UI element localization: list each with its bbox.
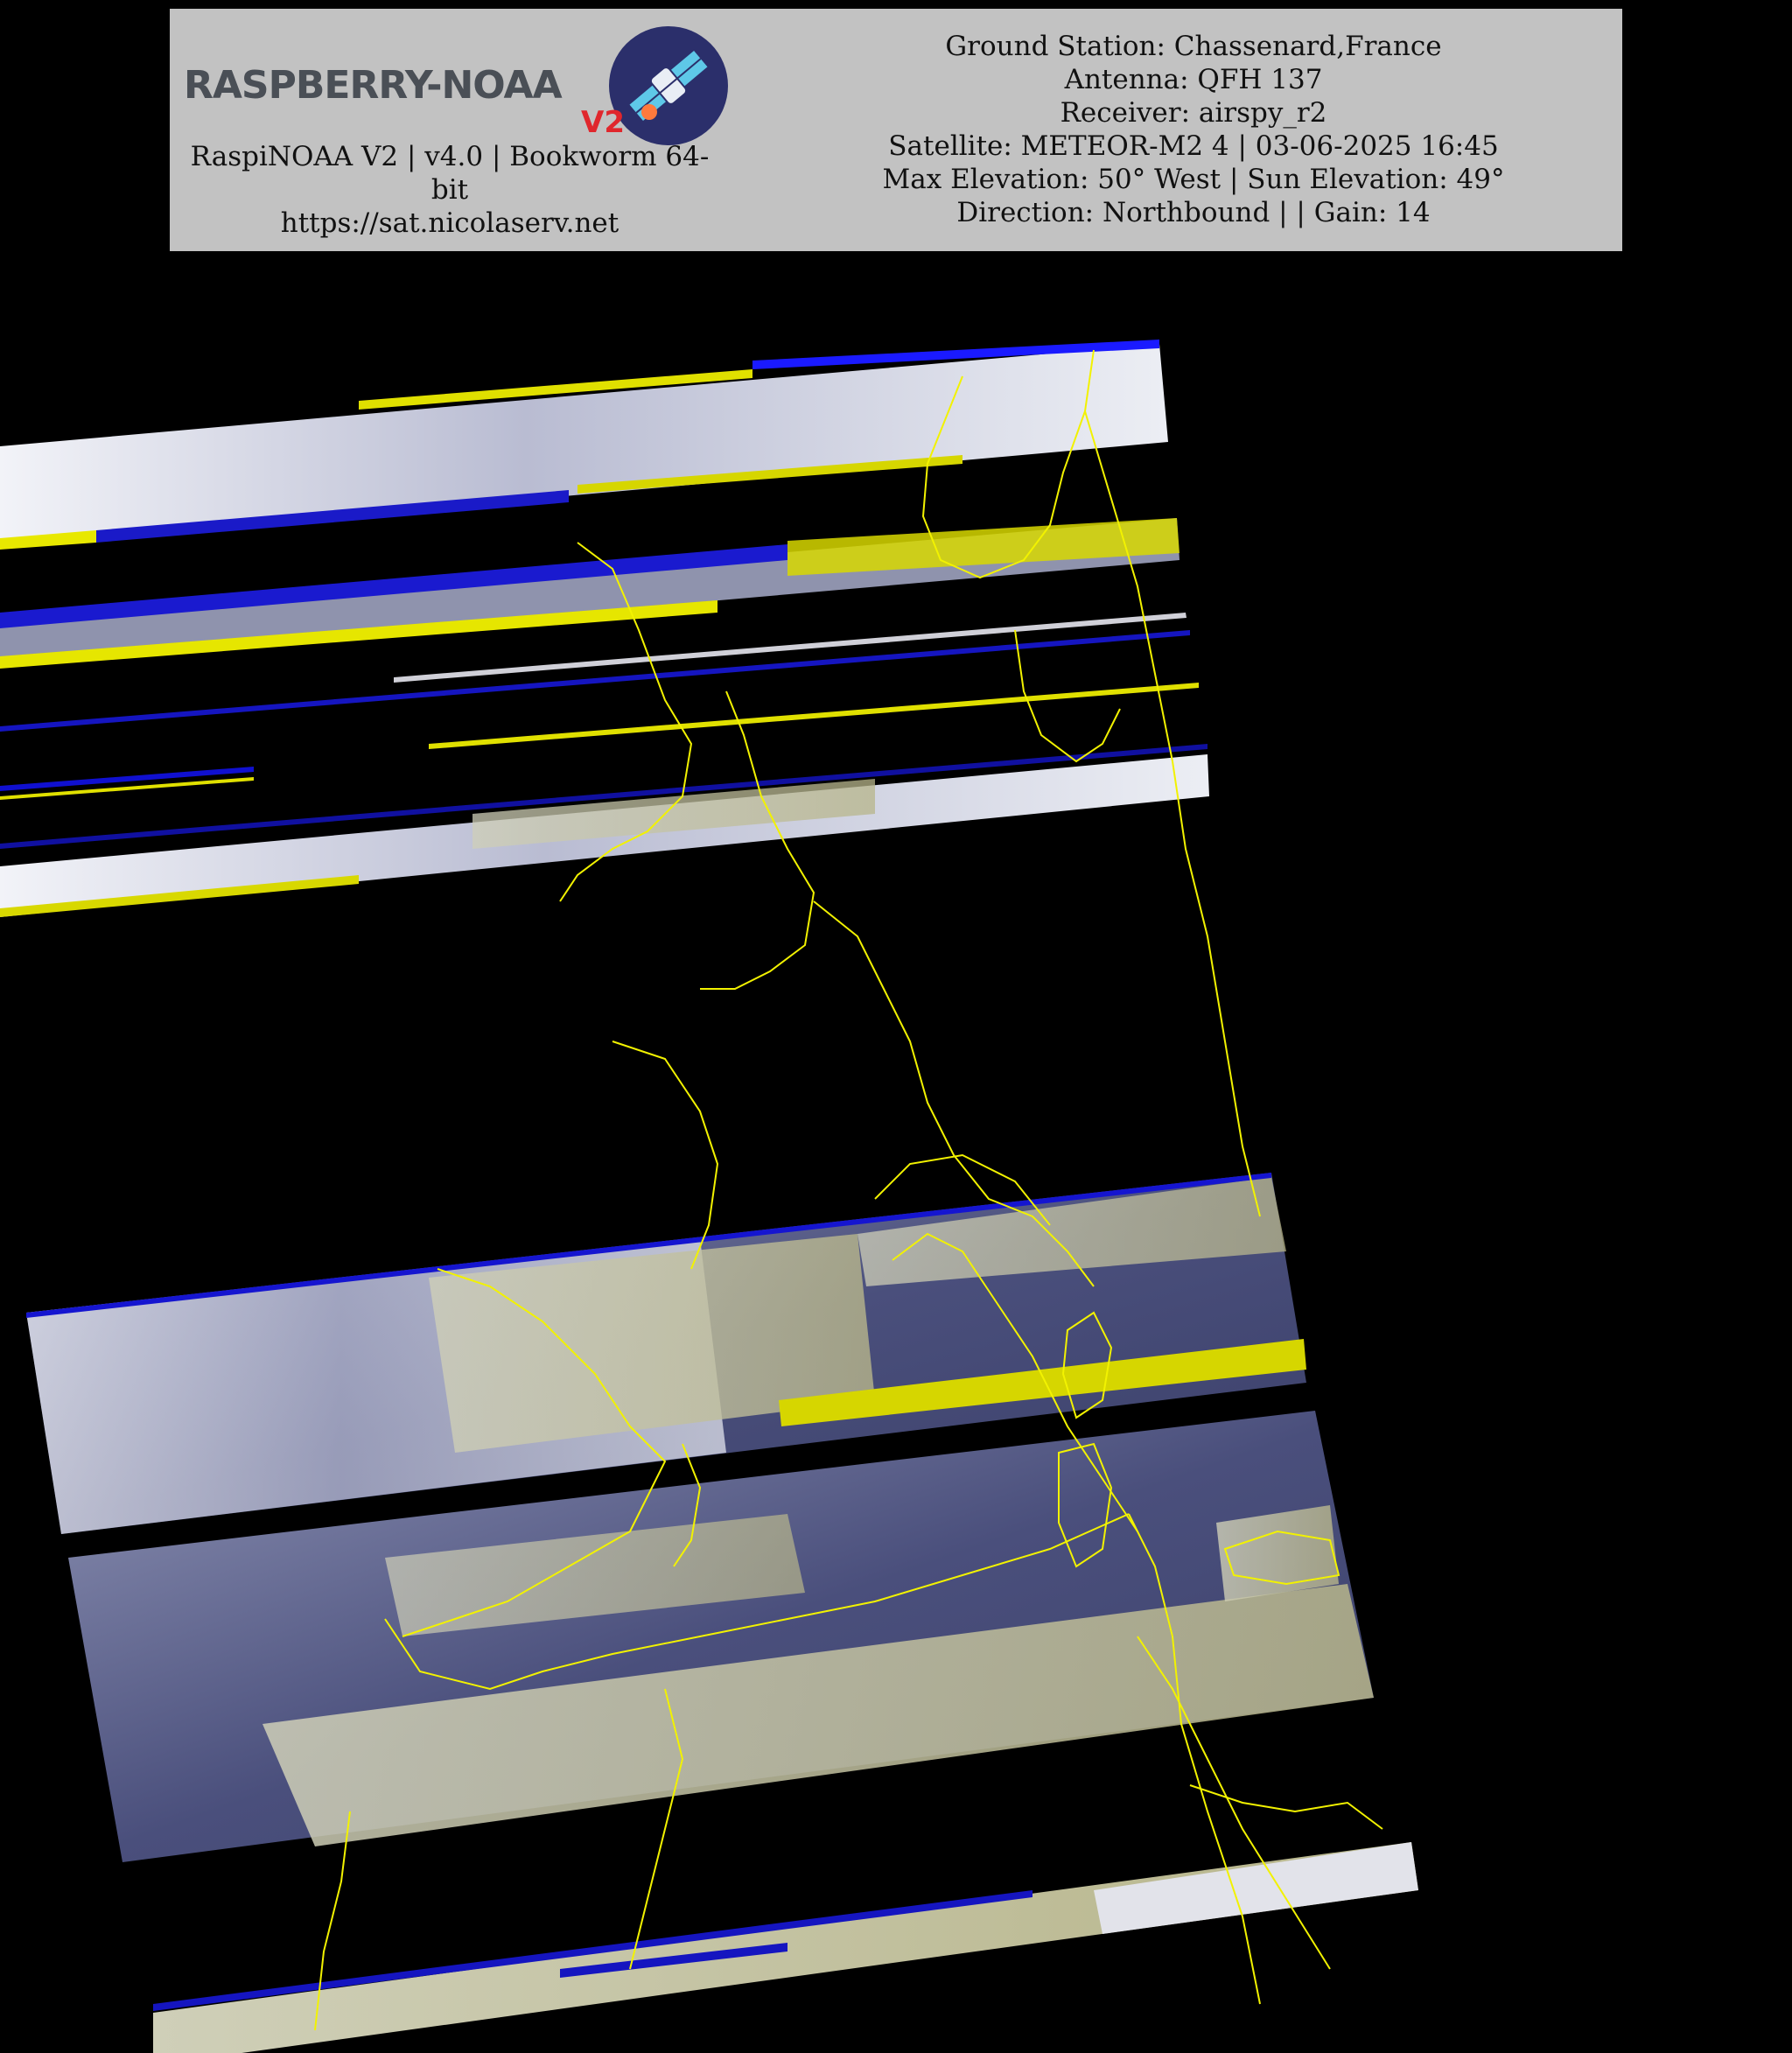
satellite-icon xyxy=(607,25,730,147)
satellite-line: Satellite: METEOR-M2 4 | 03-06-2025 16:45 xyxy=(888,130,1499,162)
image-strip-north xyxy=(0,340,1168,550)
station-url: https://sat.nicolaserv.net xyxy=(280,207,620,239)
antenna-line: Antenna: QFH 137 xyxy=(1064,64,1323,95)
header-panel xyxy=(170,9,1622,251)
elevation-line: Max Elevation: 50° West | Sun Elevation: 49° xyxy=(882,164,1505,195)
software-version-line: RaspiNOAA V2 | v4.0 | Bookworm 64- xyxy=(190,141,710,172)
direction-line: Direction: Northbound | | Gain: 14 xyxy=(956,197,1431,228)
pass-details xyxy=(808,30,1578,229)
receiver-line: Receiver: airspy_r2 xyxy=(1060,97,1327,129)
logo-text: RASPBERRY-NOAA xyxy=(184,63,562,108)
image-strip-2 xyxy=(0,518,1186,683)
station-software-info xyxy=(170,140,730,240)
logo-version-badge: V2 xyxy=(581,105,625,140)
logo xyxy=(178,18,721,149)
ground-station-line: Ground Station: Chassenard,France xyxy=(945,31,1442,62)
image-strip-3 xyxy=(0,754,1209,917)
satellite-image xyxy=(0,324,1792,2053)
software-version-line-cont: bit xyxy=(430,174,469,206)
